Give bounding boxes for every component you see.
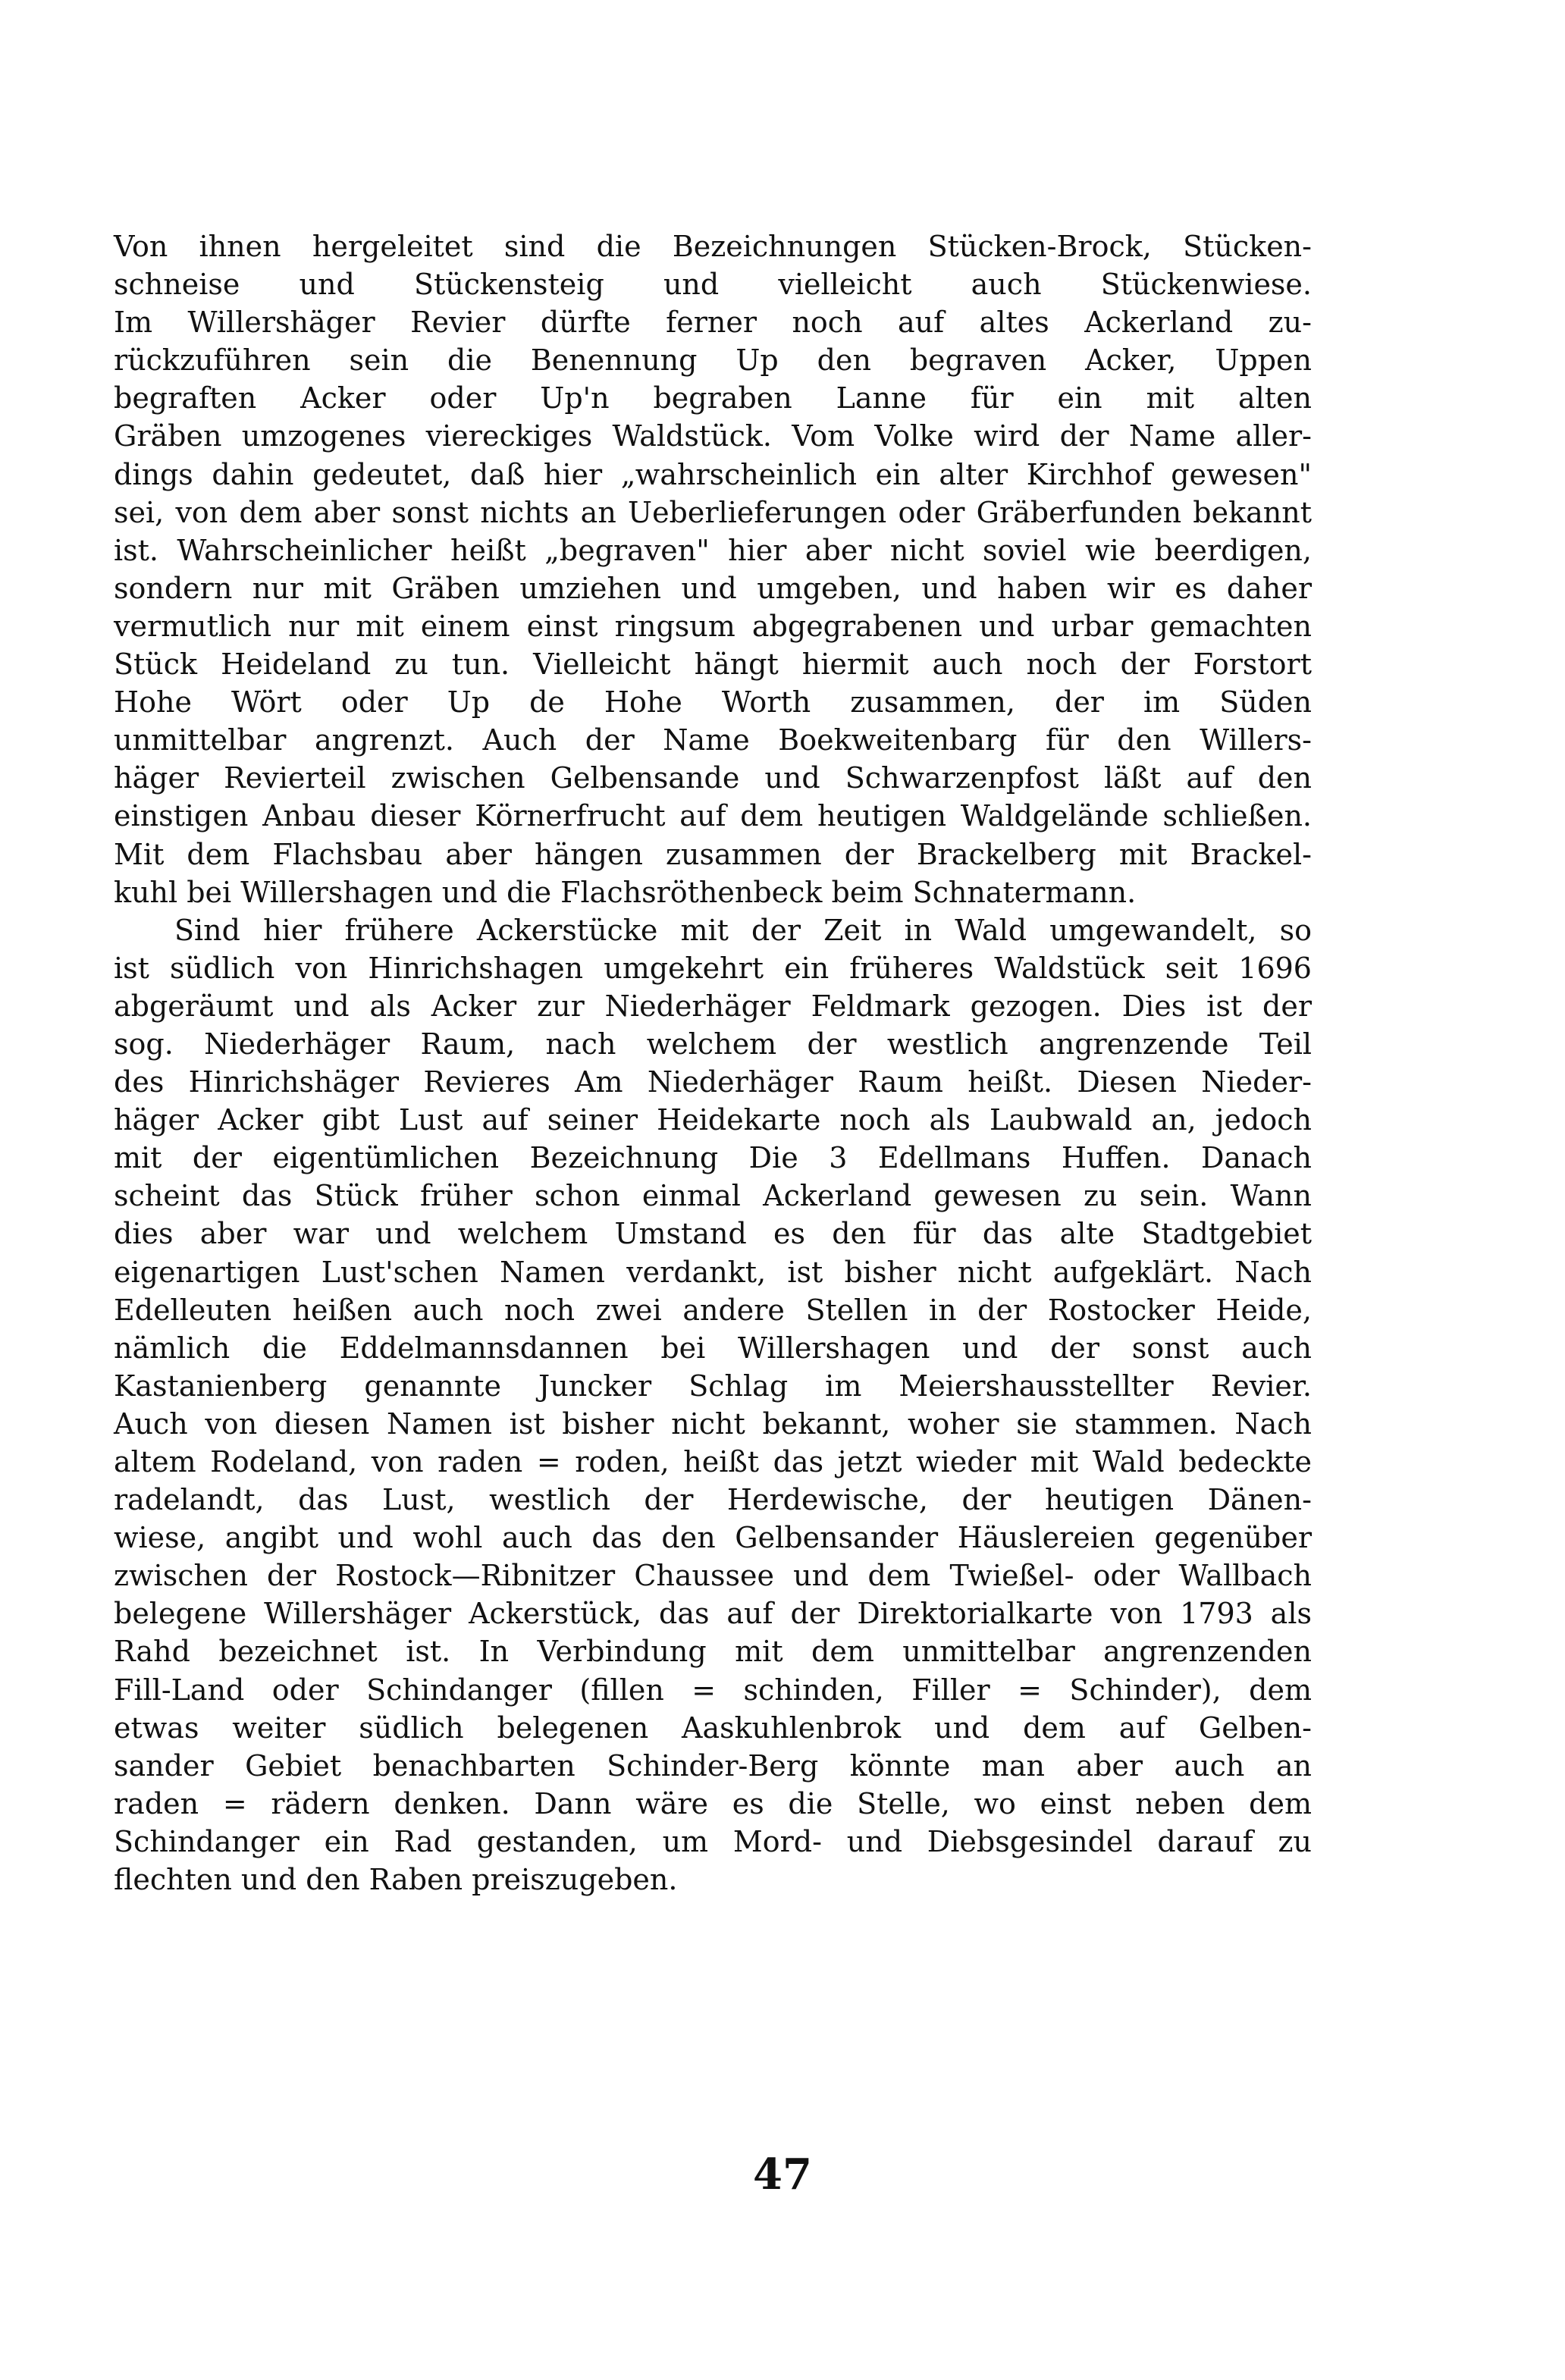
page-number: 47 bbox=[753, 2150, 812, 2200]
text-line: Auch von diesen Namen ist bisher nicht bekannt, woher sie stammen. Nach bbox=[114, 1406, 1312, 1441]
text-line: Stück Heideland zu tun. Vielleicht hängt hiermit auch noch der Forstort bbox=[114, 648, 1312, 682]
text-line: häger Revierteil zwischen Gelbensande und Schwarzenpfost läßt auf den bbox=[114, 761, 1312, 795]
text-line: etwas weiter südlich belegenen Aaskuhlenbrok und dem auf Gelben- bbox=[114, 1711, 1312, 1745]
text-line: mit der eigentümlichen Bezeichnung Die 3 Edellmans Huffen. Danach bbox=[114, 1141, 1312, 1175]
text-line: dings dahin gedeutet, daß hier „wahrscheinlich ein alter Kirchhof gewesen" bbox=[114, 457, 1312, 491]
text-line: einstigen Anbau dieser Körnerfrucht auf dem heutigen Waldgelände schließen. bbox=[114, 799, 1312, 833]
text-line: Von ihnen hergeleitet sind die Bezeichnungen Stücken-Brock, Stücken- bbox=[114, 230, 1312, 263]
paragraph bbox=[114, 911, 1312, 1899]
text-line: begraften Acker oder Up'n begraben Lanne für ein mit alten bbox=[114, 381, 1312, 415]
text-line: kuhl bei Willershagen und die Flachsröthenbeck beim Schnatermann. bbox=[114, 875, 1137, 909]
text-line: ist südlich von Hinrichshagen umgekehrt ein früheres Waldstück seit 1696 bbox=[114, 951, 1312, 985]
text-line: des Hinrichshäger Revieres Am Niederhäger Raum heißt. Diesen Nieder- bbox=[114, 1065, 1312, 1099]
text-line: unmittelbar angrenzt. Auch der Name Boekweitenbarg für den Willers- bbox=[114, 723, 1312, 757]
text-line: sondern nur mit Gräben umziehen und umgeben, und haben wir es daher bbox=[114, 571, 1312, 605]
body-text bbox=[114, 227, 1312, 1899]
text-line: häger Acker gibt Lust auf seiner Heidekarte noch als Laubwald an, jedoch bbox=[114, 1103, 1312, 1137]
text-line: Im Willershäger Revier dürfte ferner noch auf altes Ackerland zu- bbox=[114, 306, 1312, 340]
text-line: Gräben umzogenes viereckiges Waldstück. Vom Volke wird der Name aller- bbox=[114, 419, 1312, 453]
text-line: Hohe Wört oder Up de Hohe Worth zusammen, der im Süden bbox=[114, 685, 1312, 720]
text-line: raden = rädern denken. Dann wäre es die Stelle, wo einst neben dem bbox=[114, 1786, 1312, 1820]
text-line: wiese, angibt und wohl auch das den Gelbensander Häuslereien gegenüber bbox=[114, 1521, 1312, 1555]
text-line: Schindanger ein Rad gestanden, um Mord- und Diebsgesindel darauf zu bbox=[114, 1824, 1312, 1858]
text-line: nämlich die Eddelmannsdannen bei Willershagen und der sonst auch bbox=[114, 1331, 1312, 1365]
text-line: Kastanienberg genannte Juncker Schlag im Meiershausstellter Revier. bbox=[114, 1369, 1312, 1403]
text-line: eigenartigen Lust'schen Namen verdankt, ist bisher nicht aufgeklärt. Nach bbox=[114, 1255, 1312, 1289]
text-line: radelandt, das Lust, westlich der Herdewische, der heutigen Dänen- bbox=[114, 1483, 1312, 1517]
text-line: zwischen der Rostock—Ribnitzer Chaussee und dem Twießel- oder Wallbach bbox=[114, 1559, 1312, 1593]
paragraph bbox=[114, 227, 1312, 911]
text-line: ist. Wahrscheinlicher heißt „begraven" hier aber nicht soviel wie beerdigen, bbox=[114, 533, 1312, 567]
text-line: sog. Niederhäger Raum, nach welchem der westlich angrenzende Teil bbox=[114, 1027, 1312, 1061]
text-line: Sind hier frühere Ackerstücke mit der Zeit in Wald umgewandelt, so bbox=[174, 913, 1312, 947]
text-line: belegene Willershäger Ackerstück, das auf der Direktorialkarte von 1793 als bbox=[114, 1597, 1312, 1631]
text-line: abgeräumt und als Acker zur Niederhäger Feldmark gezogen. Dies ist der bbox=[114, 989, 1312, 1023]
text-line: rückzuführen sein die Benennung Up den begraven Acker, Uppen bbox=[114, 343, 1312, 378]
text-line: flechten und den Raben preiszugeben. bbox=[114, 1863, 678, 1897]
text-line: Rahd bezeichnet ist. In Verbindung mit dem unmittelbar angrenzenden bbox=[114, 1635, 1312, 1669]
text-line: vermutlich nur mit einem einst ringsum abgegrabenen und urbar gemachten bbox=[114, 609, 1312, 643]
text-line: sander Gebiet benachbarten Schinder-Berg könnte man aber auch an bbox=[114, 1748, 1312, 1783]
text-line: scheint das Stück früher schon einmal Ackerland gewesen zu sein. Wann bbox=[114, 1179, 1312, 1213]
text-line: dies aber war und welchem Umstand es den für das alte Stadtgebiet bbox=[114, 1217, 1312, 1251]
text-line: Fill-Land oder Schindanger (fillen = schinden, Filler = Schinder), dem bbox=[114, 1673, 1312, 1707]
text-line: Edelleuten heißen auch noch zwei andere Stellen in der Rostocker Heide, bbox=[114, 1293, 1312, 1327]
text-line: schneise und Stückensteig und vielleicht auch Stückenwiese. bbox=[114, 268, 1312, 302]
text-line: altem Rodeland, von raden = roden, heißt das jetzt wieder mit Wald bedeckte bbox=[114, 1445, 1312, 1478]
text-line: sei, von dem aber sonst nichts an Ueberlieferungen oder Gräberfunden bekannt bbox=[114, 495, 1312, 529]
text-line: Mit dem Flachsbau aber hängen zusammen der Brackelberg mit Brackel- bbox=[114, 837, 1312, 871]
